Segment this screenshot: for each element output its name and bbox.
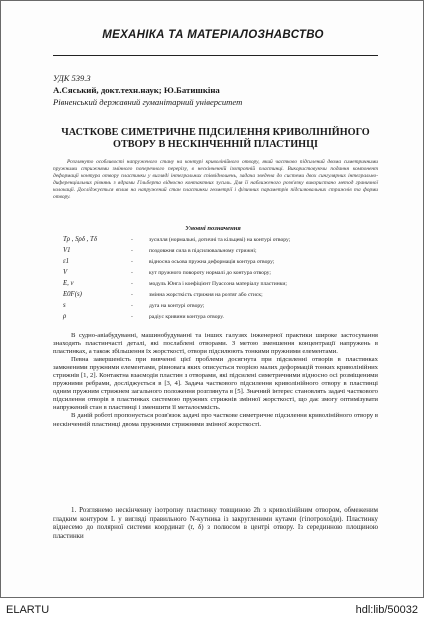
nomenclature-dash: - bbox=[131, 259, 133, 265]
nomenclature-dash: - bbox=[131, 314, 133, 320]
journal-section-header: МЕХАНІКА ТА МАТЕРІАЛОЗНАВСТВО bbox=[102, 29, 324, 41]
nomenclature-description: поздовжня сила в підсилювальному стрижні; bbox=[149, 248, 257, 254]
nomenclature-list bbox=[63, 235, 383, 323]
nomenclature-description: дуга на контурі отвору; bbox=[149, 303, 205, 309]
article-body bbox=[53, 332, 378, 429]
nomenclature-symbol: E, ν bbox=[63, 280, 74, 287]
nomenclature-row bbox=[63, 279, 383, 290]
nomenclature-row bbox=[63, 301, 383, 312]
affiliation-line: Рівненський державний гуманітарний університет bbox=[53, 97, 243, 107]
nomenclature-dash: - bbox=[131, 237, 133, 243]
nomenclature-dash: - bbox=[131, 248, 133, 254]
nomenclature-dash: - bbox=[131, 270, 133, 276]
nomenclature-row bbox=[63, 290, 383, 301]
nomenclature-symbol: ε1 bbox=[63, 258, 70, 265]
authors-line: А.Сяський, докт.техн.наук; Ю.Батишкіна bbox=[53, 85, 220, 95]
nomenclature-dash: - bbox=[131, 292, 133, 298]
nomenclature-symbol: ρ bbox=[63, 313, 67, 320]
nomenclature-row bbox=[63, 246, 383, 257]
body-paragraph: Певна завершеність при вивченні цієї проблеми досягнута при підсиленні отворів в пластинках замкненими пружними елементами, рівновага яких описується теорією малих деформацій тонких криволінійних стрижнів [1, 2]. Контактна взаємодія пластин з отворами, які підсилені симетричними відносно осі розміщеними пружними ребрами, досліджується в [3, 4]. Задача часткового підсилення криволінійного отвору в пластинці одним пружним стрижнем загального положення розглянута в [5]. Значний інтерес становлять задачі часткового підсилення отворів в пластинках системою пружних стрижнів змінної жорсткості, що дає змогу оптимізувати напружений стан в пластинці і зменшити її металоємкість. bbox=[53, 356, 378, 412]
nomenclature-description: змінна жорсткість стрижня на розтяг або стиск; bbox=[149, 292, 263, 298]
nomenclature-description: відносна осьова пружна деформація контура отвору; bbox=[149, 259, 275, 265]
udk-code: УДК 539.3 bbox=[53, 73, 91, 83]
nomenclature-description: радіус кривини контура отвору. bbox=[149, 314, 224, 320]
nomenclature-row bbox=[63, 257, 383, 268]
nomenclature-symbol: E0F(s) bbox=[63, 291, 82, 298]
nomenclature-row bbox=[63, 235, 383, 246]
nomenclature-symbol: s bbox=[63, 302, 66, 309]
nomenclature-dash: - bbox=[131, 281, 133, 287]
nomenclature-description: зусилля (нормальні, дотичні та кільцеві) на контурі отвору; bbox=[149, 237, 291, 243]
nomenclature-symbol: V1 bbox=[63, 247, 71, 254]
body-paragraph: В даній роботі пропонується розв'язок задачі про часткове симетричне підсилення криволінійного отвору в нескінченній пластинці двома пружними стрижнями змінної жорсткості. bbox=[53, 412, 378, 428]
nomenclature-heading: Умовні позначення bbox=[185, 225, 241, 232]
nomenclature-dash: - bbox=[131, 303, 133, 309]
nomenclature-symbol: V bbox=[63, 269, 68, 276]
nomenclature-symbol: Tρ , Sρδ , Tδ bbox=[63, 236, 97, 243]
nomenclature-row bbox=[63, 268, 383, 279]
repository-footer bbox=[0, 601, 424, 620]
header-divider bbox=[53, 55, 378, 56]
handle-id: hdl:lib/50032 bbox=[355, 604, 418, 616]
body-paragraph: В судно-авіабудуванні, машинобудуванні та інших галузях інженерної практики широке застосування знаходять пластинчасті деталі, які послаблені отворами. З метою зменшення концентрації напружень в пластинках, а також збільшення їх жорсткості, отвори підсилюють тонкими пружними елементами. bbox=[53, 332, 378, 356]
article-title: ЧАСТКОВЕ СИМЕТРИЧНЕ ПІДСИЛЕННЯ КРИВОЛІНІЙНОГО ОТВОРУ В НЕСКІНЧЕННІЙ ПЛАСТИНЦІ bbox=[61, 127, 370, 150]
repository-name: ELARTU bbox=[6, 604, 50, 616]
section-1-paragraph: 1. Розглянемо нескінченну ізотропну пластинку товщиною 2h з криволінійним отвором, обмеженим гладким контуром L у вигляді правильного N-кутника із закругленими кутами (гіпотрохоїди). Пластинку віднесемо до полярної системи координат (r, δ) з полюсом в центрі отвору. Із серединною площиною пластинки bbox=[53, 507, 378, 540]
nomenclature-row bbox=[63, 312, 383, 323]
nomenclature-description: кут пружного повороту нормалі до контура отвору; bbox=[149, 270, 271, 276]
nomenclature-description: модуль Юнга і коефіцієнт Пуассона матеріалу пластинки; bbox=[149, 281, 287, 287]
article-abstract: Розглянуто особливості напруженого стану на контурі криволінійного отвору, який частково підсилений двома симетричними пружними стрижнями змінного поперечного перерізу, в нескінченній ізотропній пластинці. Використовуючи подання компонент деформації контура отвору пластинки у вигляді інтегральних співвідношень, задача зведена до системи двох сингулярних інтегрально-диференціальних рівнянь з ядрами Гільберта відносно контактних зусиль. Для її наближеного розв'язку використано метод граничної колокації. Досліджується вплив на напружений стан пластинки геометрії і фізичних параметрів підсилювальних стрижнів та форми отвору. bbox=[53, 159, 378, 201]
